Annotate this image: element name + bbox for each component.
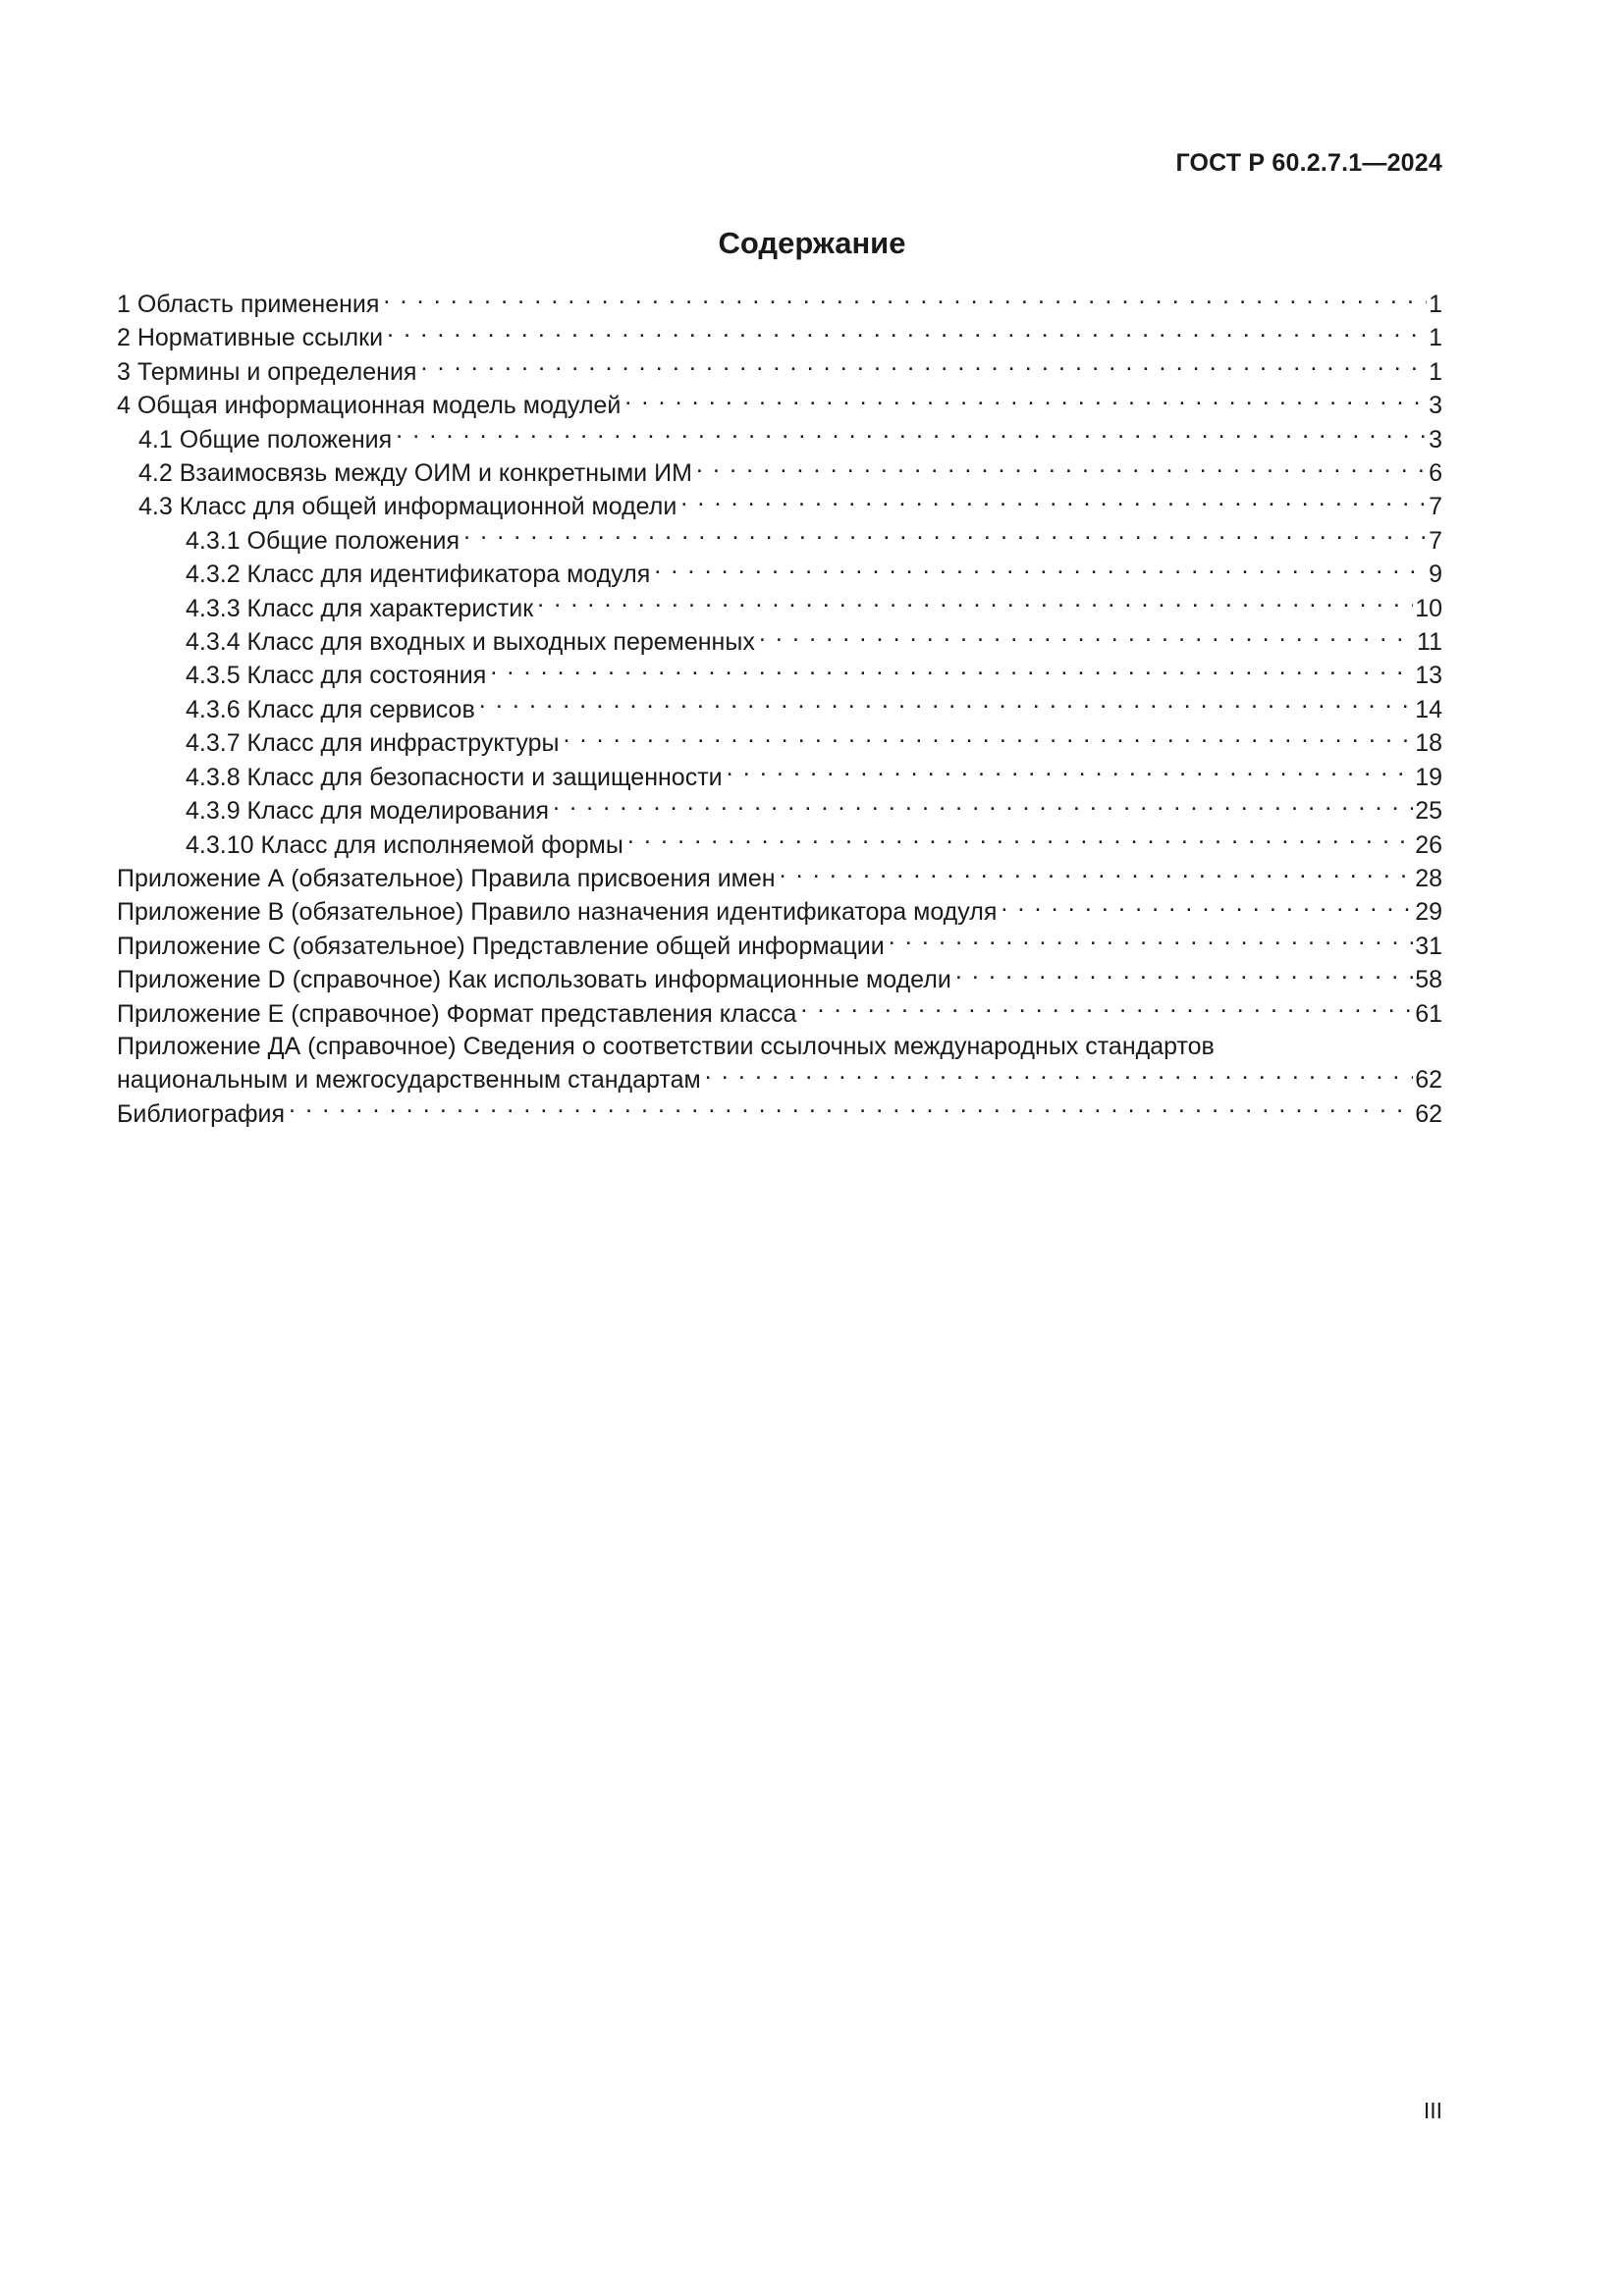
toc-entry-label: 4.3.9 Класс для моделирования	[186, 795, 553, 828]
toc-entry[interactable]	[117, 659, 1442, 692]
toc-entry-label: 4.3.2 Класс для идентификатора модуля	[186, 559, 654, 591]
toc-entry-label: 4 Общая информационная модель модулей	[117, 390, 624, 422]
toc-entry[interactable]	[117, 321, 1442, 354]
toc-leader-dots	[1001, 895, 1413, 920]
toc-leader-dots	[780, 862, 1414, 886]
toc-leader-dots	[289, 1097, 1413, 1122]
toc-leader-dots	[680, 490, 1427, 514]
toc-entry-page: 26	[1415, 830, 1442, 859]
toc-leader-dots	[889, 930, 1413, 954]
document-id: ГОСТ Р 60.2.7.1—2024	[1175, 149, 1442, 177]
toc-entry-label: 4.3.4 Класс для входных и выходных переменных	[186, 626, 759, 659]
toc-entry[interactable]	[117, 355, 1442, 389]
toc-entry[interactable]	[117, 558, 1442, 591]
toc-entry-page: 10	[1415, 594, 1442, 622]
toc-entry-page: 3	[1429, 425, 1442, 454]
toc-entry-label: Приложение Е (справочное) Формат представления класса	[117, 998, 800, 1031]
toc-entry[interactable]	[117, 761, 1442, 794]
toc-entry-page: 1	[1429, 357, 1442, 386]
toc-entry-page: 29	[1415, 898, 1442, 927]
toc-entry-page: 19	[1415, 763, 1442, 791]
toc-entry-label: 4.2 Взаимосвязь между ОИМ и конкретными ИМ	[138, 457, 696, 490]
toc-entry-page: 62	[1415, 1066, 1442, 1095]
toc-leader-dots	[563, 726, 1413, 751]
toc-leader-dots	[463, 524, 1427, 549]
toc-entry[interactable]	[117, 930, 1442, 963]
toc-entry[interactable]	[117, 625, 1442, 659]
toc-leader-dots	[479, 693, 1413, 718]
toc-entry-page: 62	[1415, 1099, 1442, 1128]
toc-entry-label: Приложение ДА (справочное) Сведения о соответствии ссылочных международных стандартов	[117, 1032, 1215, 1060]
toc-entry-label: Приложение С (обязательное) Представление общей информации	[117, 931, 889, 963]
toc-leader-dots	[383, 288, 1427, 312]
toc-entry[interactable]	[117, 828, 1442, 862]
toc-entry-page: 28	[1415, 864, 1442, 892]
toc-leader-dots	[537, 592, 1413, 616]
toc-entry-label: Приложение В (обязательное) Правило назначения идентификатора модуля	[117, 896, 1001, 929]
toc-entry[interactable]	[117, 726, 1442, 760]
toc-leader-dots	[705, 1063, 1414, 1088]
toc-leader-dots	[553, 794, 1413, 819]
toc-entry-page: 25	[1415, 797, 1442, 826]
toc-leader-dots	[654, 558, 1427, 582]
toc-entry[interactable]	[117, 423, 1442, 456]
toc-entry-page: 13	[1415, 662, 1442, 690]
toc-entry-label: 2 Нормативные ссылки	[117, 322, 387, 354]
toc-entry-label: национальным и межгосударственным стандартам	[117, 1064, 705, 1096]
toc-entry[interactable]	[117, 895, 1442, 929]
toc-entry[interactable]	[117, 288, 1442, 321]
toc-entry-page: 61	[1415, 999, 1442, 1028]
toc-leader-dots	[696, 456, 1427, 481]
toc-entry-label: Библиография	[117, 1098, 289, 1131]
toc-entry-label: 4.3.1 Общие положения	[186, 525, 463, 558]
toc-entry[interactable]	[117, 794, 1442, 828]
toc-entry-bibliography[interactable]	[117, 1097, 1442, 1131]
toc-entry-label: 4.3.7 Класс для инфраструктуры	[186, 727, 563, 760]
toc-leader-dots	[387, 321, 1427, 346]
toc-leader-dots	[490, 659, 1413, 683]
toc-entry-page: 18	[1415, 729, 1442, 758]
toc-entry[interactable]	[117, 963, 1442, 996]
toc-entry-annex-da[interactable]	[117, 1031, 1442, 1097]
toc-leader-dots	[800, 997, 1413, 1022]
toc-entry-page: 11	[1417, 628, 1442, 657]
toc-entry-page: 14	[1415, 695, 1442, 723]
toc-entry-page: 7	[1429, 526, 1442, 555]
toc-leader-dots	[759, 625, 1415, 650]
toc-entry-page: 1	[1429, 291, 1442, 318]
toc-entry-label: 4.3.5 Класс для состояния	[186, 660, 490, 692]
toc-leader-dots	[624, 389, 1427, 413]
table-of-contents	[117, 288, 1442, 1131]
toc-leader-dots	[627, 828, 1413, 853]
toc-entry-page: 7	[1429, 493, 1442, 521]
toc-entry-page: 9	[1429, 561, 1442, 589]
toc-entry-label: 4.3 Класс для общей информационной модели	[138, 491, 680, 523]
toc-leader-dots	[420, 355, 1427, 380]
toc-entry-page: 6	[1429, 459, 1442, 488]
toc-entry[interactable]	[117, 389, 1442, 422]
toc-entry-label: 4.1 Общие положения	[138, 424, 396, 456]
toc-entry[interactable]	[117, 490, 1442, 523]
toc-entry[interactable]	[117, 997, 1442, 1031]
toc-entry-label: 1 Область применения	[117, 289, 383, 321]
toc-entry-label: 4.3.8 Класс для безопасности и защищенности	[186, 762, 727, 794]
toc-entry-label: 3 Термины и определения	[117, 356, 420, 389]
toc-entry[interactable]	[117, 456, 1442, 490]
toc-entry[interactable]	[117, 862, 1442, 895]
toc-entry-page: 3	[1429, 392, 1442, 420]
toc-entry-label: 4.3.6 Класс для сервисов	[186, 694, 479, 726]
toc-entry-page: 1	[1429, 324, 1442, 352]
toc-entry-label: 4.3.10 Класс для исполняемой формы	[186, 829, 627, 862]
toc-entry-page: 58	[1415, 966, 1442, 994]
toc-leader-dots	[955, 963, 1413, 988]
toc-entry[interactable]	[117, 592, 1442, 625]
toc-entry-page: 31	[1415, 932, 1442, 960]
toc-leader-dots	[396, 423, 1427, 448]
toc-entry-label: 4.3.3 Класс для характеристик	[186, 593, 537, 625]
toc-entry[interactable]	[117, 693, 1442, 726]
toc-entry-label: Приложение D (справочное) Как использовать информационные модели	[117, 964, 955, 996]
toc-entry[interactable]	[117, 524, 1442, 558]
toc-title: Содержание	[718, 226, 906, 260]
toc-entry-label: Приложение А (обязательное) Правила присвоения имен	[117, 863, 780, 895]
page-number: III	[1423, 2098, 1442, 2123]
toc-leader-dots	[727, 761, 1414, 785]
